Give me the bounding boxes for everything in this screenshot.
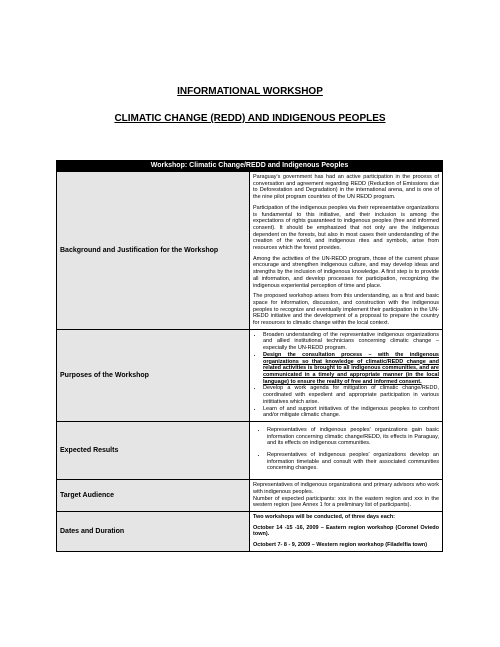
audience-content: [250, 480, 443, 512]
dates-western: Octobert 7- 8 - 9, 2009 – Western region workshop (Filadelfia town): [253, 542, 428, 549]
background-paragraph: Paraguay's government has had an active participation in the process of conversation and agreement regarding REDD (Reduction of Emissions due to Deforestation and Degradation) in the international arena, and is one of the nine pilot program countries of the UN REDD program.: [253, 174, 439, 201]
table-row: [57, 329, 443, 421]
results-list: [253, 427, 439, 472]
table-row: [57, 480, 443, 512]
background-content: [250, 172, 443, 330]
table-header-row: [57, 161, 443, 172]
dates-eastern: October 14 -15 -16, 2009 – Eastern region workshop (Coronel Oviedo town).: [253, 524, 439, 538]
purposes-list: [253, 332, 439, 419]
background-paragraph: The proposed workshop arises from this understanding, as a first and basic space for information, discussion, and construction with the indigenous peoples to recognize and eventually implement their participation in the UN-REDD initiative and the development of a proposal to prepare the country for resources to climatic change within the local context.: [253, 293, 439, 327]
list-item: • Representatives of indigenous peoples' organizations develop an information timetable and consult with their associated communities concerning changes.: [267, 452, 439, 472]
row-label-background: Background and Justification for the Workshop: [57, 172, 250, 330]
document-subtitle: CLIMATIC CHANGE (REDD) AND INDIGENOUS PEOPLES: [114, 113, 386, 124]
row-label-purposes: Purposes of the Workshop: [57, 329, 250, 421]
background-paragraph: Participation of the indigenous peoples via their representative organizations is fundamental to this initiative, and their inclusion is among the expectations of rights guaranteed to indigenous peoples (free and informed consent). It should be emphasized that not only are the indigenous dependent on the forests, but also in most cases their understanding of the creation of the world, and indigenous rites and symbols, arise from resources which the forest provides.: [253, 204, 439, 252]
table-row: [57, 421, 443, 479]
row-label-dates: Dates and Duration: [57, 511, 250, 551]
list-item: • Design the consultation process – with the indigenous organizations so that knowledge of climatic/REDD change and related activities is brought to all indigenous communities, and are communicated in a timely and appropriate manner (in the local language) to ensure the reality of free and informed consent.: [263, 352, 439, 386]
dates-intro: Two workshops will be conducted, of three days each:: [253, 513, 396, 520]
row-label-audience: Target Audience: [57, 480, 250, 512]
table-header: Workshop: Climatic Change/REDD and Indigenous Peoples: [57, 161, 443, 172]
audience-line: Representatives of indigenous organizations and primary advisors who work with indigenous peoples.: [253, 482, 439, 495]
list-item: • Learn of and support initiatives of the indigenous peoples to confront and/or mitigate climatic change.: [263, 406, 439, 419]
table-row: [57, 172, 443, 330]
audience-line: Number of expected participants: xxx in the eastern region and xxx in the western region (see Annex 1 for a preliminary list of participants).: [253, 495, 439, 509]
purposes-content: [250, 329, 443, 421]
results-content: [250, 421, 443, 479]
list-item: • Representatives of indigenous peoples' organizations gain basic information concerning climatic change/REDD, its effects in Paraguay, and its effects on indigenous communities.: [267, 427, 439, 447]
workshop-table: [56, 160, 443, 552]
list-item: • Broaden understanding of the representative indigenous organizations and allied institutional technicians concerning climatic change – especially the UN-REDD program.: [263, 332, 439, 352]
background-paragraph: Among the activities of the UN-REDD program, those of the current phase encourage and strengthen indigenous culture, and may develop ideas and strengths by the inclusion of indigenous knowledge. A first step is to provide all information, and develop processes for participation, recognizing the indigenous experiential perception of time and place.: [253, 255, 439, 289]
list-item: • Develop a work agenda for mitigation of climatic change/REDD, coordinated with expedient and appropriate participation in various inititiatives which arise.: [263, 385, 439, 405]
row-label-results: Expected Results: [57, 421, 250, 479]
document-title: INFORMATIONAL WORKSHOP: [177, 86, 323, 97]
dates-content: [250, 511, 443, 551]
table-row: [57, 511, 443, 551]
